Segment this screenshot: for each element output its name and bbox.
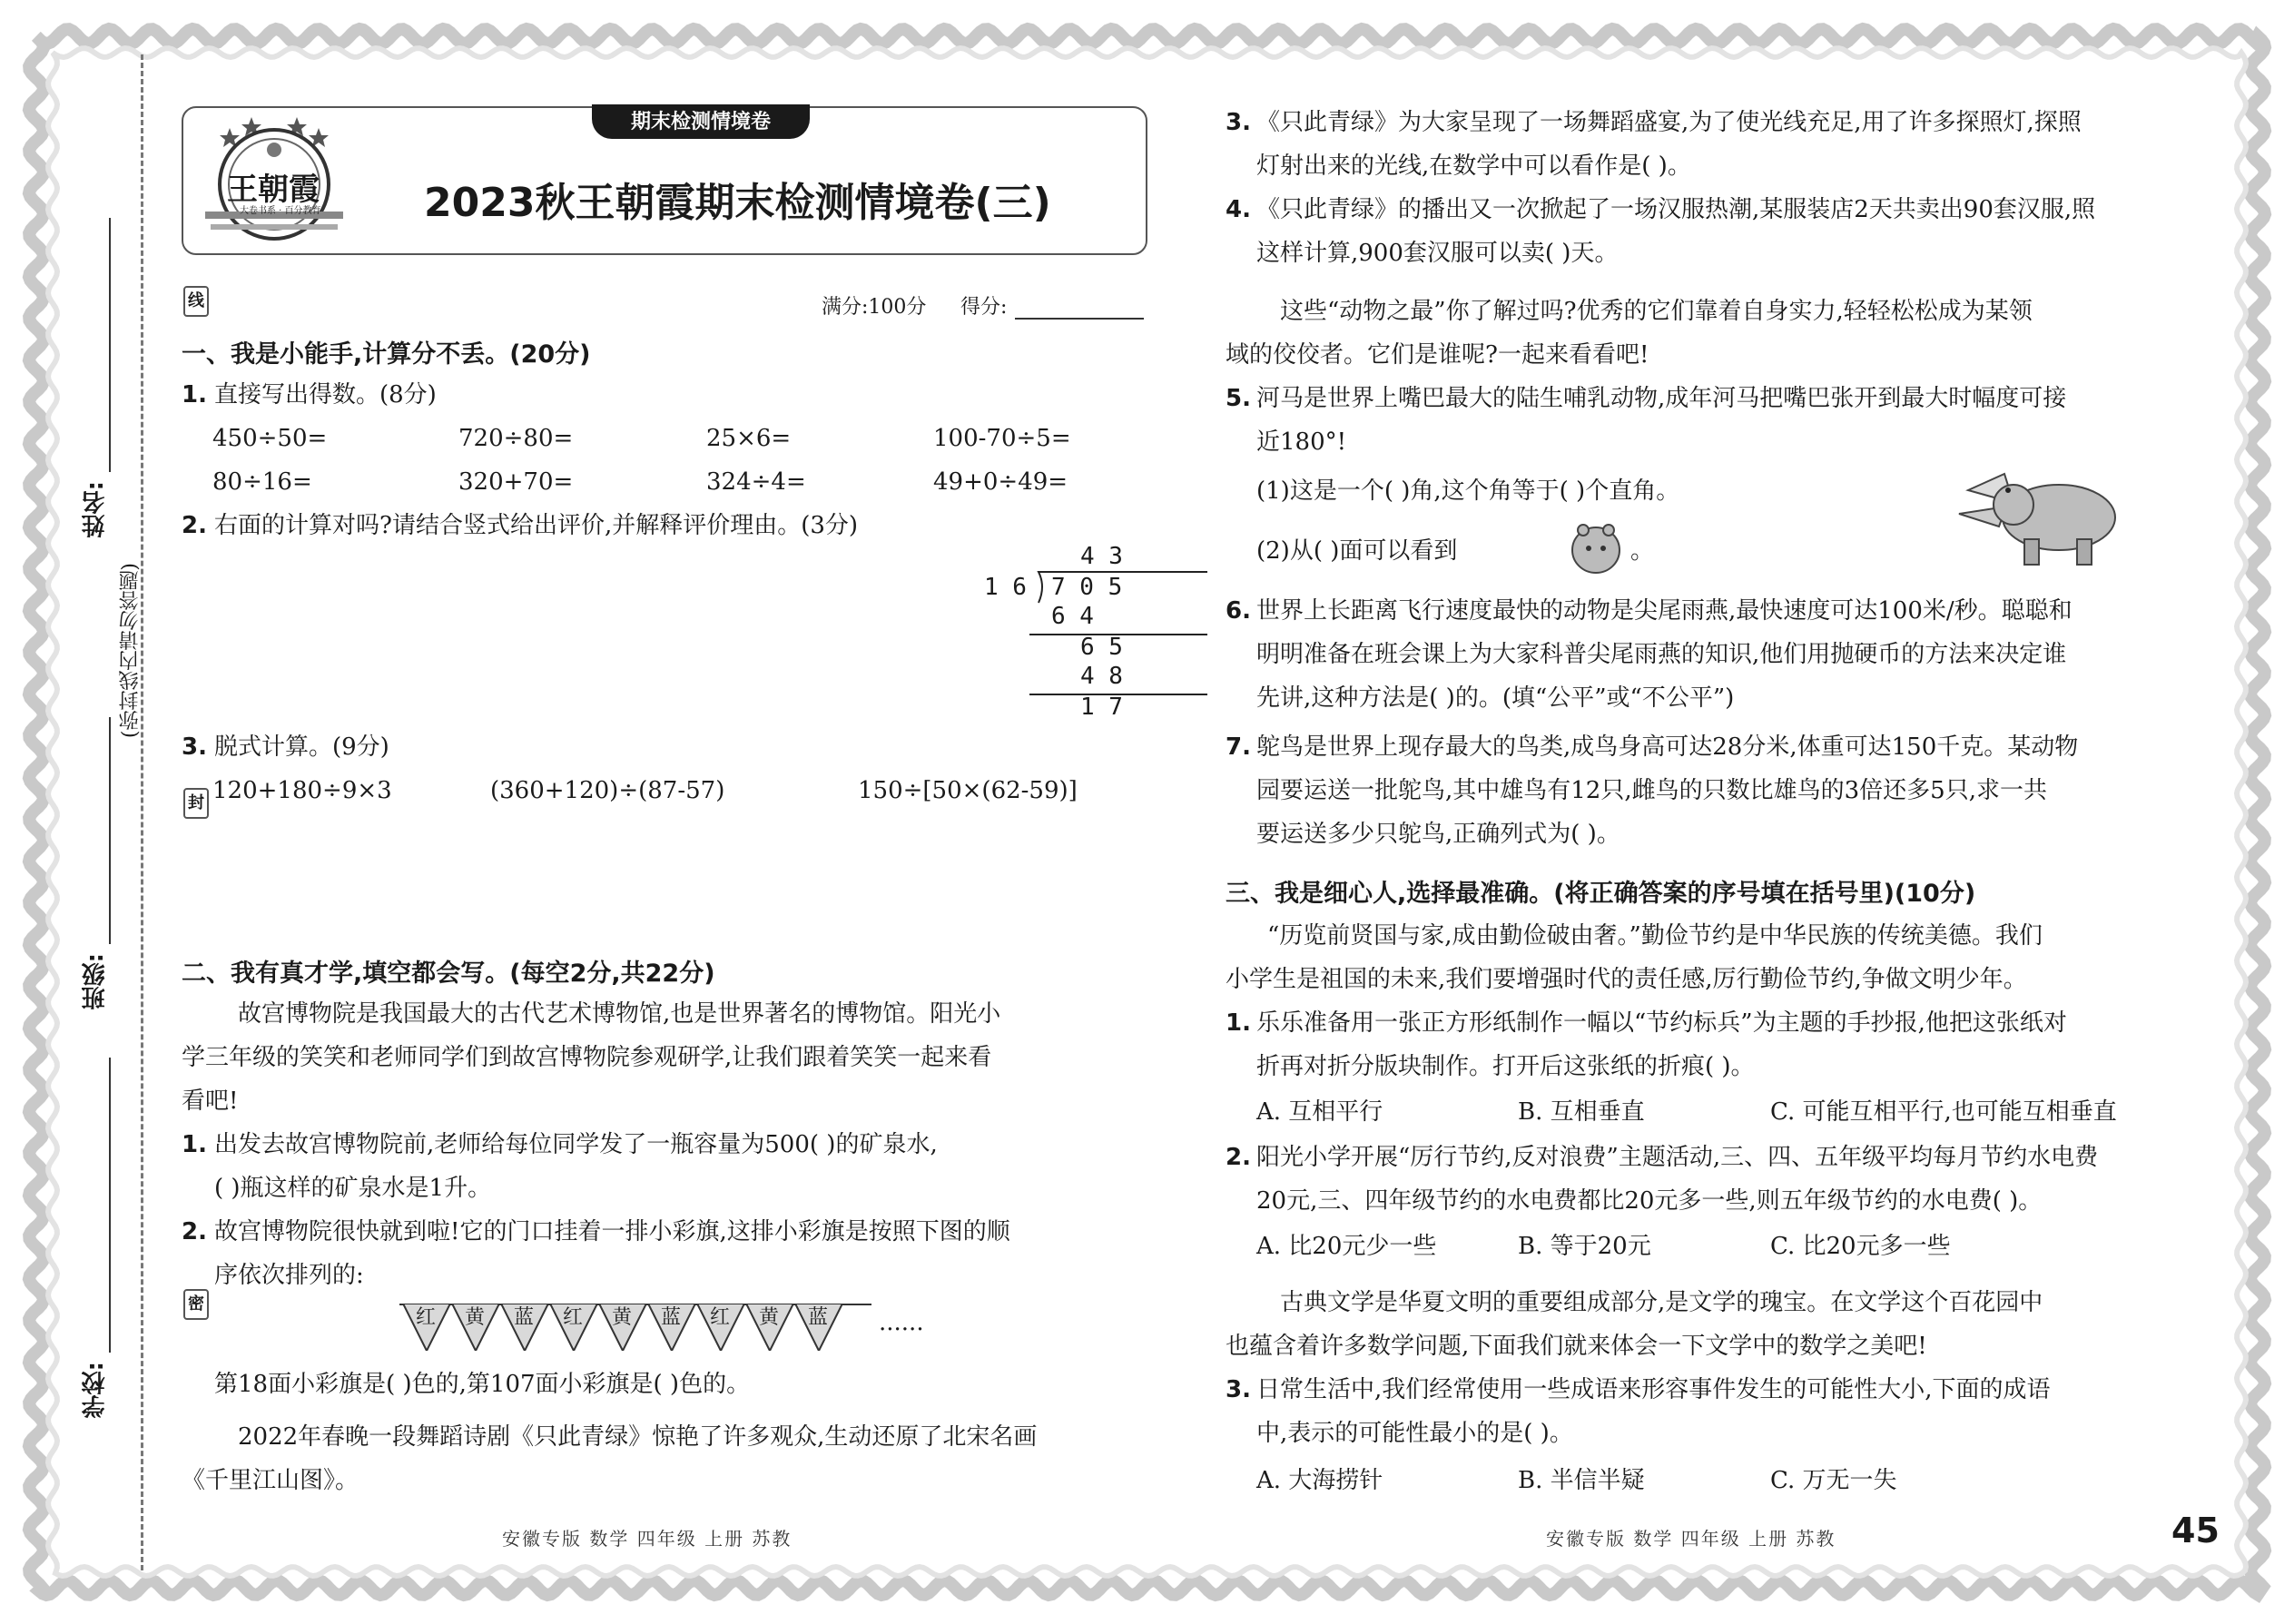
s3-q2-option-c[interactable]: C. 比20元多一些 — [1770, 1233, 1951, 1260]
s3-q3-option-a[interactable]: A. 大海捞针 — [1256, 1467, 1383, 1494]
calc-6: 320+70= — [458, 468, 574, 496]
hippo-view-icon — [1567, 521, 1625, 576]
s2-q6-num: 6. — [1226, 597, 1251, 625]
seal-mark-bottom: 密 — [183, 1289, 209, 1320]
division-remainder: 1 7 — [1080, 694, 1123, 721]
s3-q1-line1: 乐乐准备用一张正方形纸制作一幅以“节约标兵”为主题的手抄报,他把这张纸对 — [1256, 1009, 2067, 1037]
s2-intro-line6: 这些“动物之最”你了解过吗?优秀的它们靠着自身实力,轻轻松松成为某领 — [1280, 298, 2033, 325]
s3-q3-option-c[interactable]: C. 万无一失 — [1770, 1467, 1897, 1494]
footer-right: 安徽专版 数学 四年级 上册 苏教 — [1546, 1528, 1836, 1550]
section1-title: 一、我是小能手,计算分不丢。(20分) — [182, 340, 591, 369]
s2-q4-line1: 《只此青绿》的播出又一次掀起了一场汉服热潮,某服装店2天共卖出90套汉服,照 — [1256, 196, 2096, 223]
s3-q1-option-a[interactable]: A. 互相平行 — [1256, 1098, 1383, 1126]
s2-q3-num: 3. — [1226, 109, 1251, 136]
division-divisor: 1 6 — [984, 574, 1027, 601]
s3-intro-line4: 也蕴含着许多数学问题,下面我们就来体会一下文学中的数学之美吧! — [1226, 1333, 1927, 1360]
dashed-binding-line — [141, 54, 143, 1570]
s2-intro-line4: 2022年春晚一段舞蹈诗剧《只此青绿》惊艳了许多观众,生动还原了北宋名画 — [238, 1423, 1038, 1451]
flag-item — [403, 1304, 450, 1351]
flag-item — [599, 1304, 646, 1351]
seal-mark-middle: 封 — [183, 788, 209, 819]
logo-subtext: 大卷书系 · 百分教育 — [240, 206, 321, 216]
s3-intro-line2: 小学生是祖国的未来,我们要增强时代的责任感,厉行勤俭节约,争做文明少年。 — [1226, 966, 2027, 993]
s2-q5-sub1: (1)这是一个( )角,这个角等于( )个直角。 — [1256, 477, 1680, 505]
s2-q7-line3: 要运送多少只鸵鸟,正确列式为( )。 — [1256, 821, 1620, 848]
s2-q3-line1: 《只此青绿》为大家呈现了一场舞蹈盛宴,为了使光线充足,用了许多探照灯,探照 — [1256, 109, 2082, 136]
s2-q2-line2: 序依次排列的: — [214, 1262, 364, 1289]
page-number: 45 — [2171, 1511, 2220, 1550]
hippo-illustration — [1950, 463, 2122, 572]
s2-q2-num: 2. — [182, 1218, 207, 1245]
flag-label: 蓝 — [808, 1306, 829, 1329]
flag-item — [648, 1304, 695, 1351]
flag-item — [550, 1304, 597, 1351]
section2-title: 二、我有真才学,填空都会写。(每空2分,共22分) — [182, 960, 715, 988]
s2-q6-line1: 世界上长距离飞行速度最快的动物是尖尾雨燕,最快速度可达100米/秒。聪聪和 — [1256, 597, 2072, 625]
s1-q2-text: 右面的计算对吗?请结合竖式给出评价,并解释评价理由。(3分) — [214, 512, 859, 539]
s3-q3-line2: 中,表示的可能性最小的是( )。 — [1256, 1420, 1573, 1447]
calc-1: 450÷50= — [212, 425, 328, 452]
flag-item — [452, 1304, 499, 1351]
s3-q2-option-a[interactable]: A. 比20元少一些 — [1256, 1233, 1437, 1260]
header-ribbon-text: 期末检测情境卷 — [630, 111, 771, 133]
division-step2: 6 5 — [1080, 634, 1123, 661]
s1-q1-num: 1. — [182, 381, 207, 408]
s3-q3-option-b[interactable]: B. 半信半疑 — [1518, 1467, 1645, 1494]
s1-q3-text: 脱式计算。(9分) — [214, 733, 389, 761]
step-calc-3: 150÷[50×(62-59)] — [858, 777, 1078, 804]
s3-q1-num: 1. — [1226, 1009, 1251, 1037]
header-box — [182, 106, 1147, 255]
calc-5: 80÷16= — [212, 468, 312, 496]
name-field[interactable] — [109, 218, 111, 472]
school-field[interactable] — [109, 1058, 111, 1353]
s2-q4-line2: 这样计算,900套汉服可以卖( )天。 — [1256, 240, 1619, 267]
calc-3: 25×6= — [706, 425, 792, 452]
s2-intro-line3: 看吧! — [182, 1088, 239, 1115]
s2-q1-line1: 出发去故宫博物院前,老师给每位同学发了一瓶容量为500( )的矿泉水, — [214, 1131, 938, 1158]
score-label: 得分: — [960, 296, 1008, 319]
s2-q5-line2: 近180°! — [1256, 428, 1347, 456]
s3-q2-line2: 20元,三、四年级节约的水电费都比20元多一些,则五年级节约的水电费( )。 — [1256, 1187, 2043, 1215]
calc-8: 49+0÷49= — [933, 468, 1068, 496]
step-calc-1: 120+180÷9×3 — [212, 777, 392, 804]
name-label: 姓名: — [82, 481, 109, 538]
calc-7: 324÷4= — [706, 468, 806, 496]
s2-q7-line1: 鸵鸟是世界上现存最大的鸟类,成鸟身高可达28分米,体重可达150千克。某动物 — [1256, 733, 2079, 761]
s2-intro-line5: 《千里江山图》。 — [182, 1467, 359, 1494]
flag-row — [399, 1300, 924, 1363]
s3-q3-num: 3. — [1226, 1376, 1251, 1403]
binding-note: (弥封线内请勿答题) — [119, 563, 142, 739]
flag-item — [746, 1304, 793, 1351]
division-step1: 6 4 — [1051, 603, 1094, 630]
step-calc-2: (360+120)÷(87-57) — [490, 777, 725, 804]
s2-q6-line2: 明明准备在班会课上为大家科普尖尾雨燕的知识,他们用抛硬币的方法来决定谁 — [1256, 641, 2067, 668]
flag-label: 蓝 — [661, 1306, 682, 1329]
s3-q2-option-b[interactable]: B. 等于20元 — [1518, 1233, 1651, 1260]
class-label: 班级: — [82, 953, 109, 1010]
binding-strip — [54, 54, 204, 1570]
s3-q2-num: 2. — [1226, 1144, 1251, 1171]
s3-q2-line1: 阳光小学开展“厉行节约,反对浪费”主题活动,三、四、五年级平均每月节约水电费 — [1256, 1144, 2099, 1171]
s2-q2-line3: 第18面小彩旗是( )色的,第107面小彩旗是( )色的。 — [214, 1371, 751, 1398]
s2-q5-sub2: (2)从( )面可以看到 — [1256, 537, 1458, 565]
s2-q1-line2: ( )瓶这样的矿泉水是1升。 — [214, 1175, 492, 1202]
flag-item — [795, 1304, 842, 1351]
s2-q2-line1: 故宫博物院很快就到啦!它的门口挂着一排小彩旗,这排小彩旗是按照下图的顺 — [214, 1218, 1010, 1245]
flag-dots: ...... — [879, 1309, 924, 1336]
s2-q6-line3: 先讲,这种方法是( )的。(填“公平”或“不公平”) — [1256, 684, 1735, 712]
s2-q3-line2: 灯射出来的光线,在数学中可以看作是( )。 — [1256, 153, 1691, 180]
s3-q1-option-b[interactable]: B. 互相垂直 — [1518, 1098, 1645, 1126]
school-label: 学校: — [82, 1362, 109, 1419]
s2-q4-num: 4. — [1226, 196, 1251, 223]
s2-q1-num: 1. — [182, 1131, 207, 1158]
calc-4: 100-70÷5= — [933, 425, 1071, 452]
footer-left: 安徽专版 数学 四年级 上册 苏教 — [502, 1528, 793, 1550]
s3-q1-option-c[interactable]: C. 可能互相平行,也可能互相垂直 — [1770, 1098, 2117, 1126]
s3-intro-line1: “历览前贤国与家,成由勤俭破由奢。”勤俭节约是中华民族的传统美德。我们 — [1267, 922, 2043, 950]
full-score: 满分:100分 — [822, 296, 927, 319]
division-dividend: 7 0 5 — [1051, 574, 1123, 601]
s2-q5-num: 5. — [1226, 385, 1251, 412]
s1-q1-text: 直接写出得数。(8分) — [214, 381, 437, 408]
logo-text: 王朝霞 — [227, 172, 320, 208]
s2-intro-line7: 域的佼佼者。它们是谁呢?一起来看看吧! — [1226, 341, 1649, 369]
long-division — [971, 543, 1153, 724]
s2-q5-line1: 河马是世界上嘴巴最大的陆生哺乳动物,成年河马把嘴巴张开到最大时幅度可接 — [1256, 385, 2067, 412]
s2-intro-line2: 学三年级的笑笑和老师同学们到故宫博物院参观研学,让我们跟着笑笑一起来看 — [182, 1044, 992, 1071]
seal-mark-top: 线 — [183, 286, 209, 317]
flag-label: 蓝 — [514, 1306, 535, 1329]
flag-label: 红 — [710, 1306, 731, 1329]
flag-label: 黄 — [465, 1306, 486, 1329]
flag-label: 红 — [563, 1306, 584, 1329]
s1-q3-num: 3. — [182, 733, 207, 761]
s3-intro-line3: 古典文学是华夏文明的重要组成部分,是文学的瑰宝。在文学这个百花园中 — [1280, 1289, 2043, 1316]
page-title: 2023秋王朝霞期末检测情境卷(三) — [424, 180, 1051, 226]
s2-q7-line2: 园要运送一批鸵鸟,其中雄鸟有12只,雌鸟的只数比雄鸟的3倍还多5只,求一共 — [1256, 777, 2047, 804]
division-quotient: 4 3 — [1080, 543, 1123, 570]
flag-item — [697, 1304, 744, 1351]
flag-item — [501, 1304, 548, 1351]
division-step3: 4 8 — [1080, 663, 1123, 690]
s2-q5-sub2-end: 。 — [1630, 537, 1655, 565]
flag-label: 红 — [416, 1306, 437, 1329]
s2-q7-num: 7. — [1226, 733, 1251, 761]
s3-q1-line2: 折再对折分版块制作。打开后这张纸的折痕( )。 — [1256, 1053, 1755, 1080]
section3-title: 三、我是细心人,选择最准确。(将正确答案的序号填在括号里)(10分) — [1226, 880, 1976, 908]
s1-q2-num: 2. — [182, 512, 207, 539]
s2-intro-line1: 故宫博物院是我国最大的古代艺术博物馆,也是世界著名的博物馆。阳光小 — [238, 1000, 1001, 1028]
calc-2: 720÷80= — [458, 425, 574, 452]
flag-label: 黄 — [612, 1306, 633, 1329]
class-field[interactable] — [109, 717, 111, 944]
flag-label: 黄 — [759, 1306, 780, 1329]
s3-q3-line1: 日常生活中,我们经常使用一些成语来形容事件发生的可能性大小,下面的成语 — [1256, 1376, 2051, 1403]
score-field[interactable] — [1015, 318, 1144, 320]
